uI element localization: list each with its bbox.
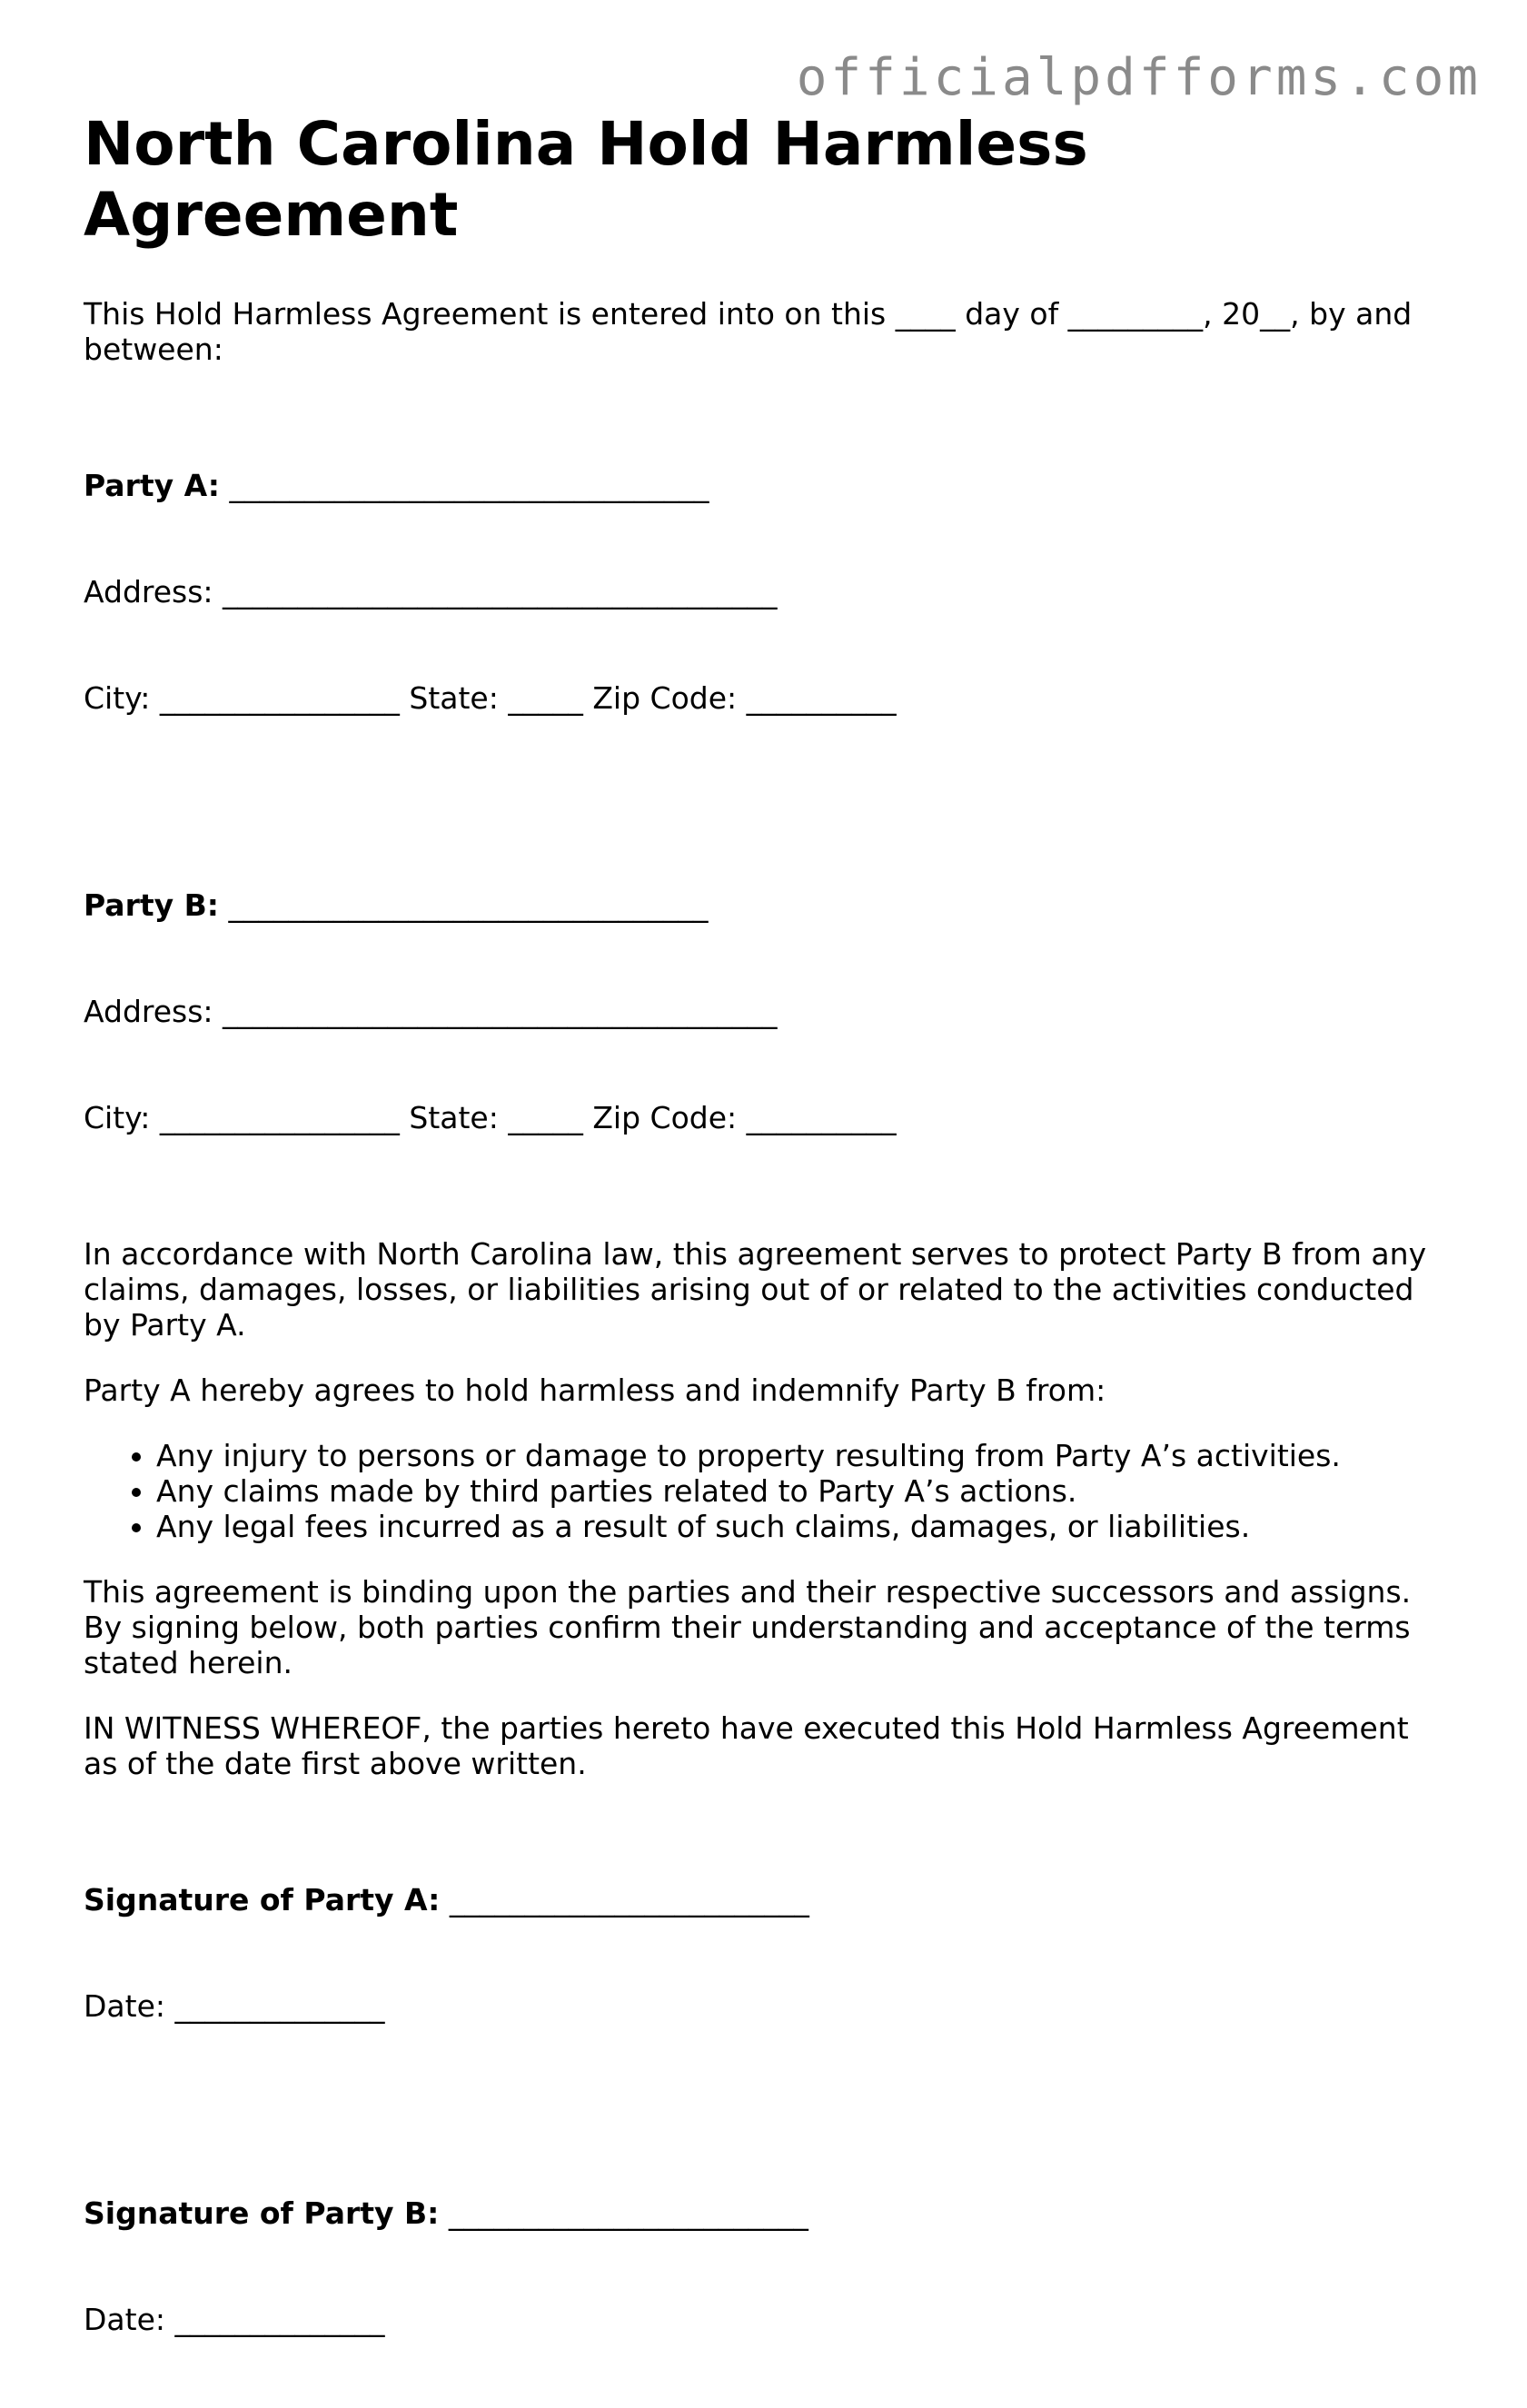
signature-a-block	[84, 1811, 1446, 2095]
party-a-address-line: Address: _____________________________________	[84, 574, 778, 609]
watermark: officialpdfforms.com	[796, 48, 1482, 107]
party-b-label: Party B:	[84, 887, 219, 923]
signature-b-block	[84, 2125, 1446, 2408]
party-b-name-line	[84, 887, 1446, 923]
signature-a-date: Date: ______________	[84, 1988, 385, 2024]
party-a-name-blank: ________________________________	[219, 468, 709, 503]
party-a-name-line	[84, 468, 1446, 503]
party-b-block	[84, 817, 1446, 1206]
list-item: • Any claims made by third parties related to Party A’s actions.	[156, 1473, 1446, 1509]
agrees-paragraph: Party A hereby agrees to hold harmless and indemnify Party B from:	[84, 1372, 1106, 1408]
signature-a-label: Signature of Party A:	[84, 1882, 441, 1917]
party-a-block	[84, 397, 1446, 787]
party-b-address-line: Address: _____________________________________	[84, 994, 778, 1029]
party-a-city-line: City: ________________ State: _____ Zip Code: __________	[84, 680, 897, 716]
signature-a-blank: ________________________	[440, 1882, 809, 1917]
list-item: • Any legal fees incurred as a result of such claims, damages, or liabilities.	[156, 1509, 1446, 1544]
purpose-paragraph: In accordance with North Carolina law, this agreement serves to protect Party B from any claims, damages, losses, or liabilities arising out of or related to the activities conducted by Party A.	[84, 1236, 1436, 1343]
document-title: North Carolina Hold Harmless Agreement	[84, 109, 1088, 250]
party-b-name-blank: ________________________________	[218, 887, 709, 923]
signature-b-date: Date: ______________	[84, 2302, 385, 2337]
document-page	[84, 109, 1446, 2408]
party-b-city-line: City: ________________ State: _____ Zip Code: __________	[84, 1100, 897, 1135]
indemnity-list	[84, 1438, 1446, 1544]
signature-b-line	[84, 2195, 1446, 2231]
party-a-label: Party A:	[84, 468, 220, 503]
signature-b-blank: ________________________	[439, 2195, 808, 2231]
list-item: • Any injury to persons or damage to property resulting from Party A’s activities.	[156, 1438, 1446, 1473]
binding-paragraph: This agreement is binding upon the parties and their respective successors and assigns. By signing below, both parties confirm their understanding and acceptance of the terms stated herein.	[84, 1574, 1421, 1680]
signature-b-label: Signature of Party B:	[84, 2195, 440, 2231]
signature-a-line	[84, 1882, 1446, 1917]
witness-paragraph: IN WITNESS WHEREOF, the parties hereto have executed this Hold Harmless Agreement as of the date first above written.	[84, 1710, 1419, 1781]
intro-paragraph: This Hold Harmless Agreement is entered into on this ____ day of _________, 20__, by and between:	[84, 296, 1422, 367]
